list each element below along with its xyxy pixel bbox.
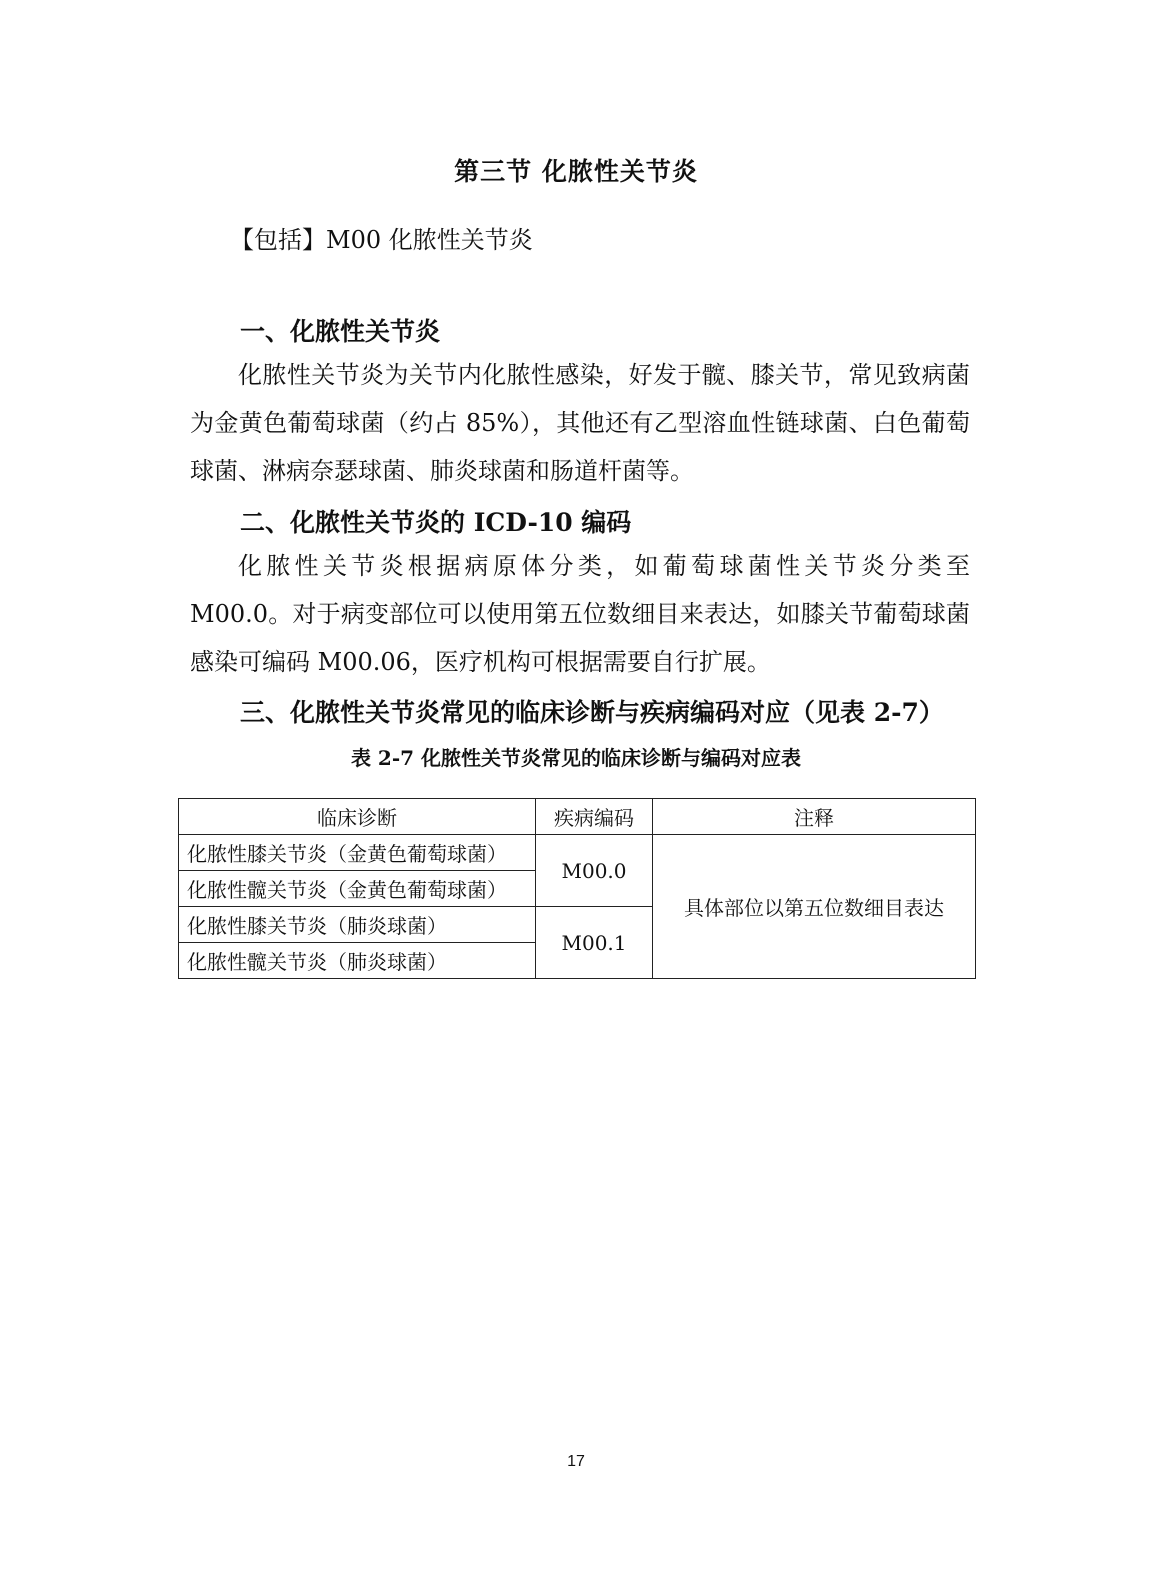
includes-line: 【包括】M00 化脓性关节炎 — [230, 226, 533, 254]
table-row — [179, 835, 976, 871]
diagnosis-cell: 化脓性膝关节炎（肺炎球菌） — [179, 907, 536, 943]
diagnosis-cell: 化脓性膝关节炎（金黄色葡萄球菌） — [179, 835, 536, 871]
page-number: 17 — [567, 1453, 585, 1470]
diagnosis-cell: 化脓性髋关节炎（金黄色葡萄球菌） — [179, 871, 536, 907]
heading-1: 一、化脓性关节炎 — [240, 317, 441, 346]
paragraph-2: 化脓性关节炎根据病原体分类，如葡萄球菌性关节炎分类至 M00.0。对于病变部位可以使用第五位数细目来表达，如膝关节葡萄球菌感染可编码 M00.06，医疗机构可根据需要自行扩展。 — [190, 552, 970, 676]
note-cell: 具体部位以第五位数细目表达 — [653, 835, 976, 979]
header-note: 注释 — [653, 799, 976, 835]
diagnosis-cell: 化脓性髋关节炎（肺炎球菌） — [179, 943, 536, 979]
code-cell: M00.0 — [536, 835, 653, 907]
paragraph-1: 化脓性关节炎为关节内化脓性感染，好发于髋、膝关节，常见致病菌为金黄色葡萄球菌（约占 85%），其他还有乙型溶血性链球菌、白色葡萄球菌、淋病奈瑟球菌、肺炎球菌和肠道杆菌等。 — [190, 361, 970, 485]
table-caption: 表 2-7 化脓性关节炎常见的临床诊断与编码对应表 — [350, 746, 802, 770]
code-cell: M00.1 — [536, 907, 653, 979]
table-header-row — [179, 799, 976, 835]
header-code: 疾病编码 — [536, 799, 653, 835]
header-diagnosis: 临床诊断 — [179, 799, 536, 835]
heading-2: 二、化脓性关节炎的 ICD-10 编码 — [240, 508, 632, 537]
section-title: 第三节 化脓性关节炎 — [454, 157, 698, 186]
diagnosis-code-table — [178, 798, 976, 979]
heading-3: 三、化脓性关节炎常见的临床诊断与疾病编码对应（见表 2-7） — [240, 698, 944, 727]
